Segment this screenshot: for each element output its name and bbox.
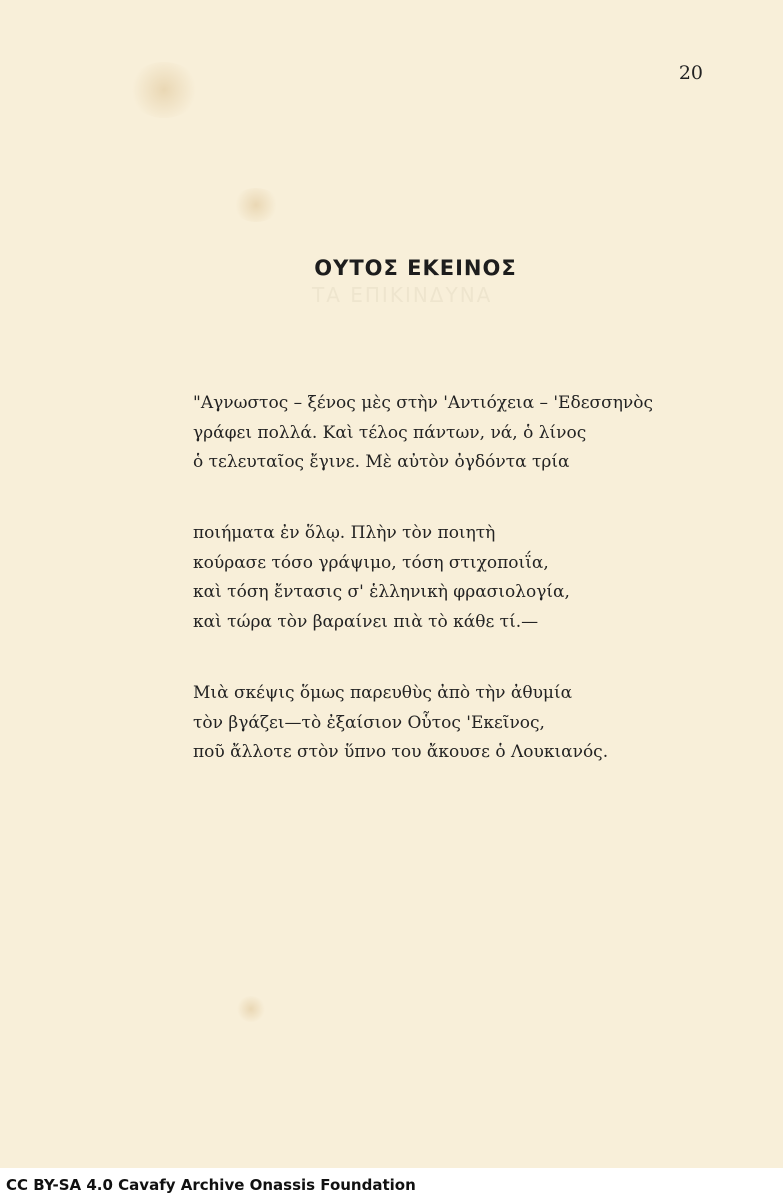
page-number: 20 [678,62,703,84]
poem-line: Μιὰ σκέψις ὅμως παρευθὺς ἀπὸ τὴν ἀθυμία [193,683,573,703]
poem-line: ὁ τελευταῖος ἔγινε. Μὲ αὐτὸν ὀγδόντα τρία [193,452,570,472]
show-through-title: ΤΑ ΕΠΙΚΙΝΔΥΝΑ [312,283,493,307]
poem-title: ΟΥΤΟΣ ΕΚΕΙΝΟΣ [314,256,517,280]
poem-line: καὶ τώρα τὸν βαραίνει πιὰ τὸ κάθε τί.— [193,611,539,632]
poem-line: "Αγνωστος – ξένος μὲς στὴν 'Αντιόχεια – 'Εδεσσηνὸς [193,393,653,413]
poem-line: τὸν βγάζει—τὸ ἐξαίσιον Οὗτος 'Εκεῖνος, [193,712,545,733]
license-credit: CC BY-SA 4.0 Cavafy Archive Onassis Foundation [6,1176,416,1194]
poem-line: ποῦ ἄλλοτε στὸν ὕπνο του ἄκουσε ὁ Λουκιανός. [193,742,609,762]
poem-line: καὶ τόση ἔντασις σ' ἑλληνικὴ φρασιολογία, [193,582,570,602]
poem-stanza-2 [193,519,570,637]
paper-stain [128,62,200,118]
paper-stain [236,996,266,1022]
poem-line: κούρασε τόσο γράψιμο, τόση στιχοποιΐα, [193,552,549,573]
paper-stain [232,188,280,222]
poem-stanza-1 [193,389,653,478]
poem-stanza-3 [193,679,608,768]
poem-line: ποιήματα ἐν ὅλῳ. Πλὴν τὸν ποιητὴ [193,523,496,543]
credit-bar [0,1168,783,1203]
poem-line: γράφει πολλά. Καὶ τέλος πάντων, νά, ὁ λίνος [193,422,587,443]
